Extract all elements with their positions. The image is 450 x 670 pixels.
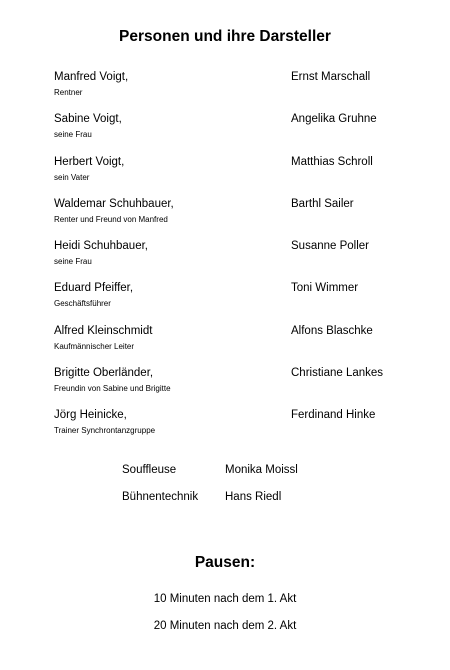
role-name: Sabine Voigt, (54, 113, 122, 126)
cast-row (54, 70, 414, 112)
cast-row (54, 239, 414, 281)
role-name: Alfred Kleinschmidt (54, 324, 153, 337)
actor-name: Alfons Blaschke (291, 324, 373, 337)
actor-name: Toni Wimmer (291, 282, 359, 295)
role-description: Trainer Synchrontanzgruppe (54, 426, 156, 436)
actor-name: Christiane Lankes (291, 367, 384, 380)
cast-row (54, 366, 414, 408)
crew-person: Monika Moissl (225, 464, 298, 476)
role-description: Freundin von Sabine und Brigitte (54, 384, 171, 394)
role-description: seine Frau (54, 257, 92, 267)
crew-row (122, 490, 382, 517)
actor-name: Angelika Gruhne (291, 113, 377, 126)
cast-row (54, 408, 414, 450)
role-name: Manfred Voigt, (54, 71, 129, 83)
page-title: Personen und ihre Darsteller (119, 28, 331, 45)
crew-list (122, 463, 382, 517)
crew-row (122, 463, 382, 490)
actor-name: Susanne Poller (291, 240, 369, 253)
role-name: Waldemar Schuhbauer, (54, 197, 174, 210)
actor-name: Matthias Schroll (291, 155, 373, 168)
role-description: seine Frau (54, 130, 92, 140)
role-description: Geschäftsführer (54, 299, 111, 309)
pause-item: 20 Minuten nach dem 2. Akt (153, 620, 297, 632)
actor-name: Ernst Marschall (291, 71, 371, 83)
cast-list (54, 70, 414, 451)
role-name: Jörg Heinicke, (54, 409, 127, 422)
pause-item: 10 Minuten nach dem 1. Akt (153, 593, 297, 605)
cast-row (54, 155, 414, 197)
role-name: Heidi Schuhbauer, (54, 240, 148, 253)
cast-row (54, 197, 414, 239)
role-name: Herbert Voigt, (54, 155, 125, 168)
crew-person: Hans Riedl (225, 491, 282, 503)
crew-role: Souffleuse (122, 464, 177, 476)
cast-row (54, 112, 414, 154)
role-name: Eduard Pfeiffer, (54, 282, 134, 295)
actor-name: Ferdinand Hinke (291, 409, 376, 422)
crew-role: Bühnentechnik (122, 491, 199, 503)
pausen-list (0, 592, 450, 646)
role-description: sein Vater (54, 172, 90, 182)
role-description: Renter und Freund von Manfred (54, 214, 168, 224)
role-name: Brigitte Oberländer, (54, 367, 154, 380)
role-description: Rentner (54, 88, 83, 97)
pausen-heading: Pausen: (194, 554, 256, 571)
role-description: Kaufmännischer Leiter (54, 341, 135, 351)
cast-row (54, 324, 414, 366)
cast-row (54, 281, 414, 323)
actor-name: Barthl Sailer (291, 197, 354, 210)
